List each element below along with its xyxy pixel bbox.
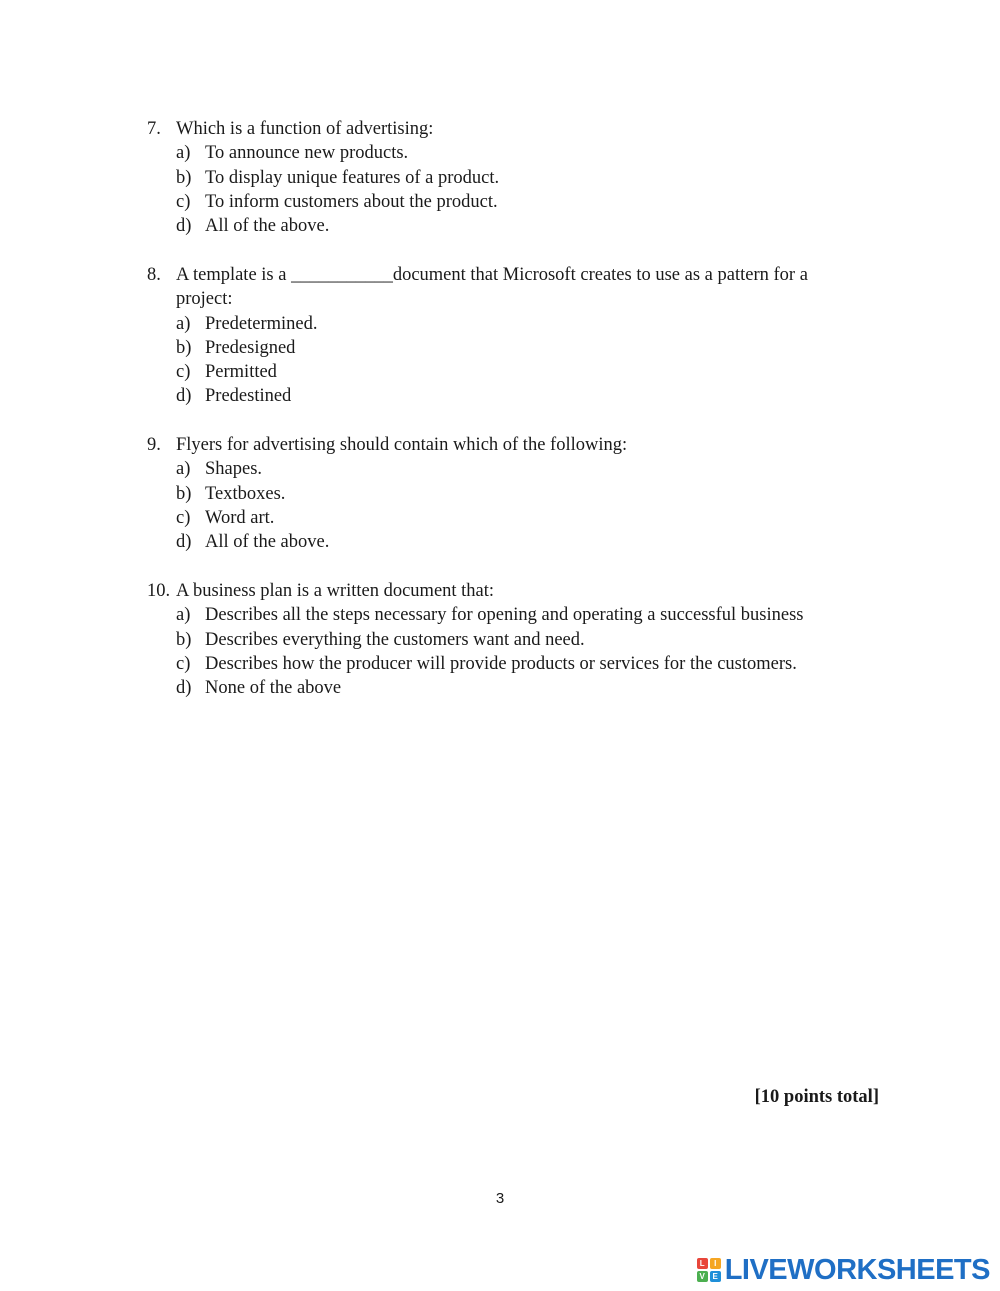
logo-letter-e: E — [710, 1271, 721, 1282]
liveworksheets-brand[interactable] — [697, 1254, 990, 1286]
option-b[interactable] — [147, 628, 867, 652]
question-number: 8. — [147, 265, 161, 285]
option-a[interactable] — [147, 312, 867, 336]
logo-letter-i: I — [710, 1258, 721, 1269]
question-number: 10. — [147, 581, 171, 601]
option-c[interactable] — [147, 190, 867, 214]
option-letter: c) — [176, 362, 191, 383]
option-text: Shapes. — [205, 459, 263, 480]
question-stem — [147, 117, 867, 141]
option-b[interactable] — [147, 482, 867, 506]
logo-letter-l: L — [697, 1258, 708, 1269]
option-letter: b) — [176, 629, 192, 650]
option-text: Describes all the steps necessary for opening and operating a successful business — [205, 605, 804, 626]
logo-letter-v: V — [697, 1271, 708, 1282]
points-total: [10 points total] — [754, 1087, 879, 1107]
question-7 — [147, 117, 867, 238]
option-text: Predetermined. — [205, 313, 318, 334]
question-text: Flyers for advertising should contain which of the following: — [176, 435, 628, 455]
option-text: Textboxes. — [205, 483, 286, 504]
option-a[interactable] — [147, 603, 867, 627]
option-text: All of the above. — [205, 216, 330, 237]
option-d[interactable] — [147, 676, 867, 700]
option-letter: a) — [176, 459, 191, 480]
option-text: Predesigned — [205, 337, 296, 358]
option-a[interactable] — [147, 457, 867, 481]
option-d[interactable] — [147, 214, 867, 238]
question-stem — [147, 579, 867, 603]
option-a[interactable] — [147, 141, 867, 165]
option-d[interactable] — [147, 530, 867, 554]
option-b[interactable] — [147, 336, 867, 360]
option-letter: b) — [176, 167, 192, 188]
option-letter: b) — [176, 483, 192, 504]
option-letter: c) — [176, 507, 191, 528]
question-text: A template is a ___________document that Microsoft creates to use as a pattern for a — [176, 265, 808, 285]
liveworksheets-logo-icon — [697, 1258, 721, 1282]
option-letter: a) — [176, 143, 191, 164]
option-text: None of the above — [205, 678, 342, 699]
option-text: To display unique features of a product. — [205, 167, 500, 188]
question-text-continuation: project: — [176, 289, 233, 310]
question-text: A business plan is a written document that: — [176, 581, 495, 601]
page-number: 3 — [495, 1190, 505, 1207]
question-9 — [147, 433, 867, 554]
option-d[interactable] — [147, 384, 867, 408]
option-letter: b) — [176, 337, 192, 358]
option-text: All of the above. — [205, 532, 330, 553]
option-letter: c) — [176, 653, 191, 674]
option-letter: d) — [176, 386, 192, 407]
brand-name: LIVEWORKSHEETS — [724, 1253, 990, 1286]
option-b[interactable] — [147, 166, 867, 190]
option-text: Permitted — [205, 362, 277, 383]
question-number: 7. — [147, 119, 161, 139]
question-10 — [147, 579, 867, 700]
option-letter: a) — [176, 313, 191, 334]
option-text: Word art. — [205, 507, 275, 528]
question-stem — [147, 263, 867, 287]
option-letter: a) — [176, 605, 191, 626]
option-letter: d) — [176, 532, 192, 553]
option-c[interactable] — [147, 506, 867, 530]
option-letter: d) — [176, 678, 192, 699]
option-letter: d) — [176, 216, 192, 237]
option-text: Predestined — [205, 386, 292, 407]
question-number: 9. — [147, 435, 161, 455]
option-text: To inform customers about the product. — [205, 191, 498, 212]
option-c[interactable] — [147, 652, 867, 676]
question-8 — [147, 263, 867, 409]
option-text: Describes how the producer will provide products or services for the customers. — [205, 653, 797, 674]
question-text: Which is a function of advertising: — [176, 119, 434, 139]
option-text: Describes everything the customers want and need. — [205, 629, 585, 650]
option-c[interactable] — [147, 360, 867, 384]
option-text: To announce new products. — [205, 143, 409, 164]
question-stem — [147, 433, 867, 457]
option-letter: c) — [176, 191, 191, 212]
